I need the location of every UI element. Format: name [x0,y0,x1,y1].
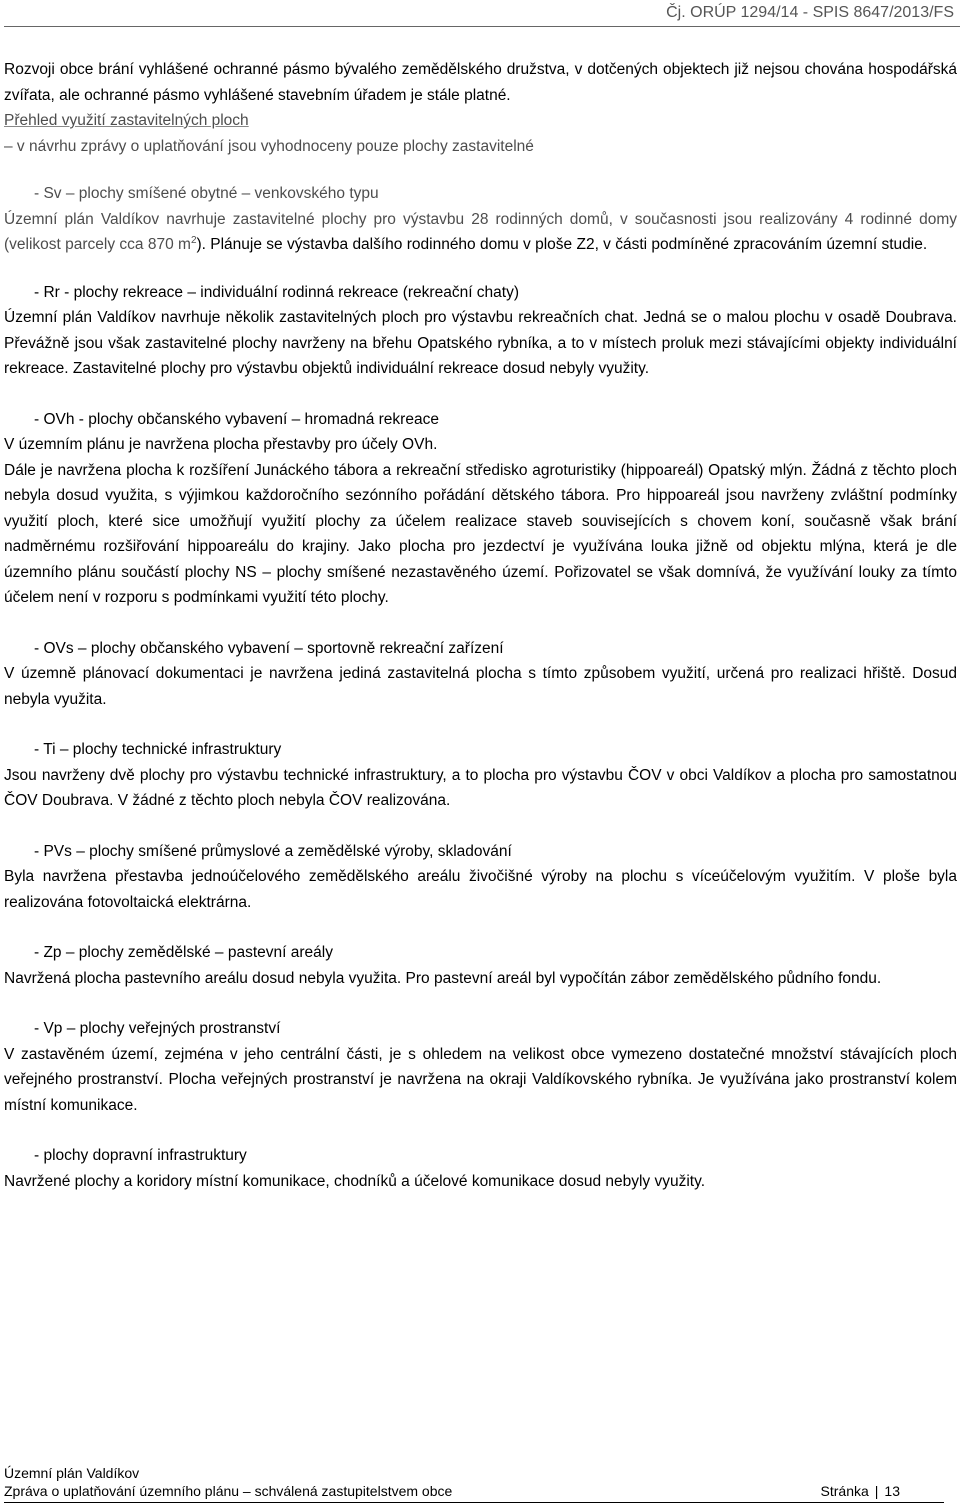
page-number-block [821,1482,960,1500]
section-heading-di: - plochy dopravní infrastruktury [34,1147,247,1164]
section-heading-rr: - Rr - plochy rekreace – individuální rodinná rekreace (rekreační chaty) [34,283,520,301]
section-text-vp: V zastavěném území, zejména v jeho centrální části, je s ohledem na velikost obce vymezeno dostatečné množství stávajících ploch veřejného prostranství. Plocha veřejných prostranství je navržena na okraji Valdíkovského rybníka. Je využívána jako prostranství kolem místní komunikace. [4,1045,957,1114]
section-heading-ovh: - OVh - plochy občanského vybavení – hromadná rekreace [34,410,439,428]
page-label: Stránka [820,1483,869,1499]
page-number: 13 [884,1483,900,1499]
section-heading-sv: - Sv – plochy smíšené obytné – venkovského typu [34,185,379,202]
section-heading-vp: - Vp – plochy veřejných prostranství [34,1020,281,1037]
header-divider [4,26,960,27]
page-separator: | [874,1483,879,1499]
footer-divider [4,1502,944,1503]
section-heading-pvs: - PVs – plochy smíšené průmyslové a zemědělské výroby, skladování [34,842,512,860]
section-text-ovs: V územně plánovací dokumentaci je navržena jediná zastavitelná plocha s tímto způsobem využití, určená pro realizaci hřiště. Dosud nebyla využita. [4,665,957,708]
section-text-ti: Jsou navrženy dvě plochy pro výstavbu technické infrastruktury, a to plocha pro výstavbu ČOV v obci Valdíkov a plocha pro samostatnou ČOV Doubrava. V žádné z těchto ploch nebyla ČOV realizována. [4,766,957,809]
section-heading-zp: - Zp – plochy zemědělské – pastevní areály [34,944,333,961]
document-reference: Čj. ORÚP 1294/14 - SPIS 8647/2013/FS [666,4,954,21]
overview-title: Přehled využití zastavitelných ploch [4,112,249,129]
section-text-ovh-2: Dále je navržena plocha k rozšíření Junáckého tábora a rekreační středisko agroturistiky (hippoareál) Opatský mlýn. Žádná z těchto ploch nebyla dosud využita, s výjimkou každoročního sezónního pořádání dětského tábora. Pro hippoareál jsou navrženy zvláštní podmínky využití ploch, které sice umožňují využití plochy za účelem realizace staveb souvisejících s chovem koní, současně však brání nadměrnému rozšiřování hippoareálu do krajiny. Jako plocha pro jezdectví je využívána louka jižně od objektu mlýna, která je dle územního plánu součástí plochy NS – plochy smíšené nezastavěného území. Pořizovatel se však domnívá, že využívání louky za tímto účelem není v rozporu s podmínkami využití této plochy. [4,461,957,606]
section-text-ovh: V územním plánu je navržena plocha přestavby pro účely OVh. [4,436,438,453]
section-heading-ovs: - OVs – plochy občanského vybavení – sportovně rekreační zařízení [34,639,504,657]
section-heading-ti: - Ti – plochy technické infrastruktury [34,741,282,758]
footer-document-title: Územní plán Valdíkov [4,1465,140,1481]
overview-subtitle: – v návrhu zprávy o uplatňování jsou vyhodnoceny pouze plochy zastavitelné [4,137,534,155]
page-footer [4,1464,960,1503]
section-text-sv: Územní plán Valdíkov navrhuje zastavitelné plochy pro výstavbu 28 rodinných domů, v současnosti jsou realizovány 4 rodinné domy (velikost parcely cca 870 $m^2$). Plánuje se výstavba dalšího rodinného domu v ploše Z2, v části podmíněné zpracováním územní studie. [4,210,957,253]
section-text-zp: Navržená plocha pastevního areálu dosud nebyla využita. Pro pastevní areál byl vypočítán zábor zemědělského půdního fondu. [4,969,882,987]
section-text-rr: Územní plán Valdíkov navrhuje několik zastavitelných ploch pro výstavbu rekreačních chat. Jedná se o malou plochu v osadě Doubrava. Převážně jsou však zastavitelné plochy navrženy na břehu Opatského rybníka, a to v místech proluk mezi stávajícími objekty individuální rekreace. Zastavitelné plochy pro výstavbu objektů individuální rekreace dosud nebyly využity. [4,309,957,377]
section-text-pvs: Byla navržena přestavba jednoúčelového zemědělského areálu živočišné výroby na plochu s víceúčelovým využitím. V ploše byla realizována fotovoltaická elektrárna. [4,868,957,911]
footer-report-title: Zpráva o uplatňování územního plánu – schválená zastupitelstvem obce [4,1483,453,1499]
page-content [4,57,957,1194]
intro-paragraph: Rozvoji obce brání vyhlášené ochranné pásmo bývalého zemědělského družstva, v dotčených objektech již nejsou chována hospodářská zvířata, ale ochranné pásmo vyhlášené stavebním úřadem je stále platné. [4,61,957,104]
section-text-di: Navržené plochy a koridory místní komunikace, chodníků a účelové komunikace dosud nebyly využity. [4,1172,706,1190]
